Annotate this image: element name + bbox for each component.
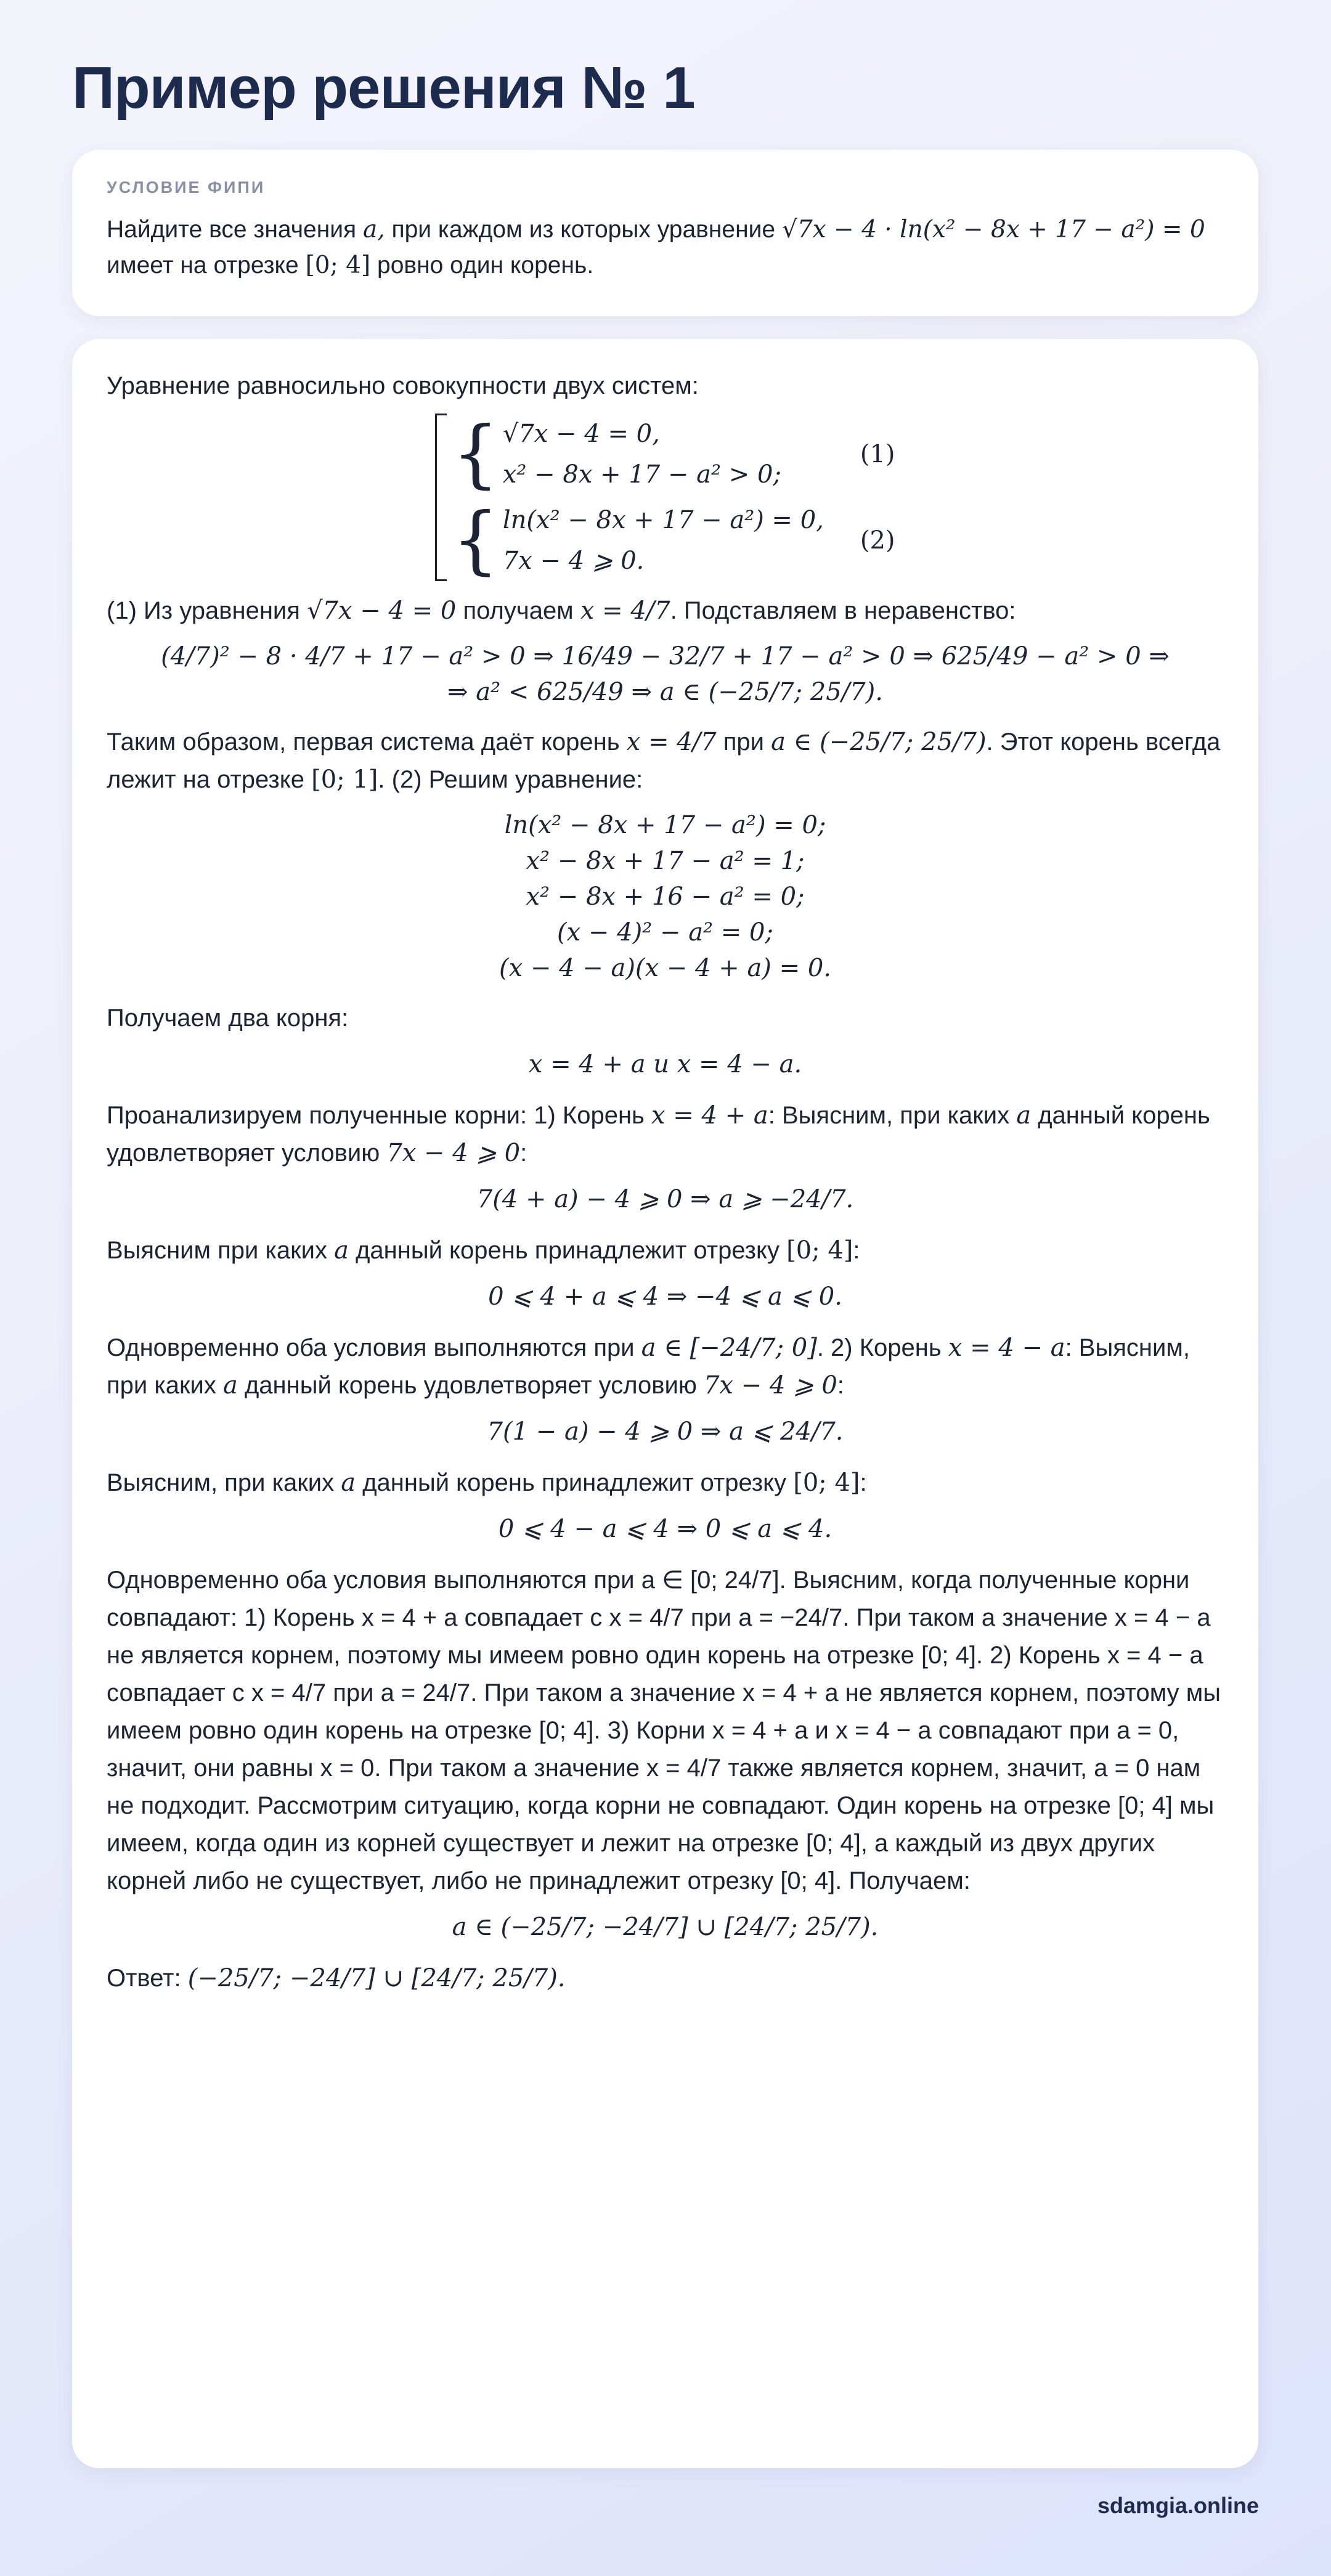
analyze-1-root: x = 4 + a <box>651 1101 768 1130</box>
page-title: Пример решения № 1 <box>72 55 695 121</box>
segment-1-text-b: данный корень принадлежит отрезку <box>356 1237 779 1264</box>
analyze-1-condition: 7x − 4 ⩾ 0 <box>386 1139 521 1167</box>
segment-2-text-c: : <box>860 1469 867 1496</box>
step-2-text-d: . (2) Решим уравнение: <box>378 766 643 793</box>
analyze-2-condition: 7x − 4 ⩾ 0 <box>703 1371 837 1400</box>
condition-text-3: имеет на отрезке <box>107 252 299 279</box>
analyze-1-text-b: : Выясним, при каких <box>768 1102 1010 1129</box>
solution-segment-2 <box>107 1464 1224 1502</box>
analyze-2-text-d: данный корень удовлетворяет условию <box>244 1372 697 1399</box>
step-1-equation: √7x − 4 = 0 <box>307 597 457 625</box>
condition-text-4: ровно один корень. <box>377 252 594 279</box>
step-1-text-c: . Подставляем в неравенство: <box>670 597 1016 624</box>
system-1-line-2: x² − 8x + 17 − a² > 0; <box>502 460 781 489</box>
formula-seg-1: 0 ⩽ 4 + a ⩽ 4 ⇒ −4 ⩽ a ⩽ 0. <box>488 1282 842 1311</box>
analyze-2-text-e: : <box>837 1372 844 1399</box>
formula-log-line-5: (x − 4 − a)(x − 4 + a) = 0. <box>499 954 832 982</box>
segment-2-text-a: Выясним, при каких <box>107 1469 335 1496</box>
formula-inequality-line-1: (4/7)² − 8 · 4/7 + 17 − a² > 0 ⇒ 16/49 − 32/7 + 17 − a² > 0 ⇒ 625/49 − a² > 0 ⇒ <box>161 642 1170 670</box>
step-1-root: x = 4/7 <box>580 597 670 625</box>
step-2-text-b: при <box>723 728 764 756</box>
segment-2-var: a <box>341 1469 356 1497</box>
formula-seg-2: 0 ⩽ 4 − a ⩽ 4 ⇒ 0 ⩽ a ⩽ 4. <box>498 1515 832 1543</box>
solution-segment-1 <box>107 1232 1224 1270</box>
formula-cond-2: 7(1 − a) − 4 ⩾ 0 ⇒ a ⩽ 24/7. <box>487 1417 844 1446</box>
analyze-2-text-c: : Выясним, при каких <box>107 1334 1190 1399</box>
segment-2-text-b: данный корень принадлежит отрезку <box>362 1469 787 1496</box>
formula-log-line-1: ln(x² − 8x + 17 − a²) = 0; <box>504 811 826 839</box>
step-2-text-c: . Этот корень всегда лежит на отрезке <box>107 728 1221 793</box>
system-2-line-2: 7x − 4 ⩾ 0. <box>502 547 645 575</box>
segment-1-text-c: : <box>853 1237 860 1264</box>
condition-text-2: при каждом из которых уравнение <box>391 216 776 243</box>
formula-log-equation <box>107 807 1224 986</box>
solution-step-2 <box>107 723 1224 799</box>
solution-coincide: Одновременно оба условия выполняются при a ∈ [0; 24/7]. Выясним, когда полученные корни совпадают: 1) Корень x = 4 + a совпадает с x = 4/7 при a = −24/7. При таком a значение x = 4 − a не является корнем, поэтому мы имеем ровно один корень на отрезке [0; 4]. 2) Корень x = 4 − a совпадает с x = 4/7 при a = 24/7. При таком a значение x = 4 + a не является корнем, поэтому мы имеем ровно один корень на отрезке [0; 4]. 3) Корни x = 4 + a и x = 4 − a совпадают при a = 0, значит, они равны x = 0. При таком a значение x = 4/7 также является корнем, значит, a = 0 нам не подходит. Рассмотрим ситуацию, когда корни не совпадают. Один корень на отрезке [0; 4] мы имеем, когда один из корней существует и лежит на отрезке [0; 4], а каждый из двух других корней либо не существует, либо не принадлежит отрезку [0; 4]. Получаем: <box>107 1567 1221 1894</box>
site-footer: sdamgia.online <box>1097 2493 1259 2518</box>
analyze-2-text-a: Одновременно оба условия выполняются при <box>107 1334 635 1361</box>
condition-label: УСЛОВИЕ ФИПИ <box>107 178 266 197</box>
analyze-1-text-c: данный корень удовлетворяет условию <box>107 1102 1210 1167</box>
set-bracket <box>435 414 447 581</box>
formula-cond-1: 7(4 + a) − 4 ⩾ 0 ⇒ a ⩾ −24/7. <box>476 1185 854 1213</box>
step-2-interval: a ∈ (−25/7; 25/7) <box>771 728 987 756</box>
segment-1-text-a: Выясним при каких <box>107 1237 327 1264</box>
analyze-1-text-a: Проанализируем полученные корни: 1) Корень <box>107 1102 645 1129</box>
formula-log-line-3: x² − 8x + 16 − a² = 0; <box>526 882 805 911</box>
system-2-line-1: ln(x² − 8x + 17 − a²) = 0, <box>502 506 824 534</box>
solution-step-1 <box>107 592 1224 630</box>
condition-var-a: a, <box>362 216 385 243</box>
system-1-number: (1) <box>860 439 895 468</box>
segment-1-var: a <box>334 1236 349 1265</box>
analyze-2-var: a <box>222 1371 238 1400</box>
step-1-text-a: (1) Из уравнения <box>107 597 300 624</box>
analyze-2-interval: a ∈ [−24/7; 0] <box>641 1334 817 1362</box>
condition-text-1: Найдите все значения <box>107 216 357 243</box>
step-2-segment: [0; 1] <box>311 765 378 794</box>
condition-card <box>72 150 1258 316</box>
condition-equation: √7x − 4 · ln(x² − 8x + 17 − a²) = 0 <box>781 216 1205 243</box>
formula-log-line-2: x² − 8x + 17 − a² = 1; <box>526 847 805 875</box>
analyze-2-root: x = 4 − a <box>948 1334 1065 1362</box>
solution-two-roots: Получаем два корня: <box>107 1005 349 1032</box>
solution-analyze-2 <box>107 1329 1224 1404</box>
step-2-root: x = 4/7 <box>626 728 717 756</box>
system-2-number: (2) <box>860 526 895 555</box>
system-1 <box>452 411 895 497</box>
condition-text <box>107 212 1224 283</box>
formula-result: a ∈ (−25/7; −24/7] ∪ [24/7; 25/7). <box>452 1913 879 1941</box>
analyze-1-text-d: : <box>520 1139 527 1167</box>
formula-log-line-4: (x − 4)² − a² = 0; <box>557 918 773 947</box>
answer-value: (−25/7; −24/7] ∪ [24/7; 25/7). <box>187 1964 566 1992</box>
segment-1-segment: [0; 4] <box>786 1236 853 1265</box>
condition-segment: [0; 4] <box>305 251 371 279</box>
system-2 <box>452 497 895 583</box>
system-2-brace: { <box>452 497 499 583</box>
step-1-text-b: получаем <box>463 597 574 624</box>
system-1-line-1: √7x − 4 = 0, <box>502 420 660 448</box>
solution-card <box>72 339 1258 2468</box>
analyze-1-var: a <box>1016 1101 1032 1130</box>
system-set <box>107 411 1224 583</box>
answer-label: Ответ: <box>107 1965 181 1992</box>
answer <box>107 1960 1224 1997</box>
formula-inequality <box>107 638 1224 710</box>
system-1-brace: { <box>452 411 499 497</box>
formula-inequality-line-2: ⇒ a² < 625/49 ⇒ a ∈ (−25/7; 25/7). <box>447 678 883 706</box>
step-2-text-a: Таким образом, первая система даёт корень <box>107 728 620 756</box>
analyze-2-text-b: . 2) Корень <box>816 1334 942 1361</box>
solution-analyze-1 <box>107 1097 1224 1172</box>
formula-roots: x = 4 + a и x = 4 − a. <box>528 1050 802 1078</box>
solution-intro: Уравнение равносильно совокупности двух систем: <box>107 372 699 399</box>
segment-2-segment: [0; 4] <box>793 1469 860 1497</box>
